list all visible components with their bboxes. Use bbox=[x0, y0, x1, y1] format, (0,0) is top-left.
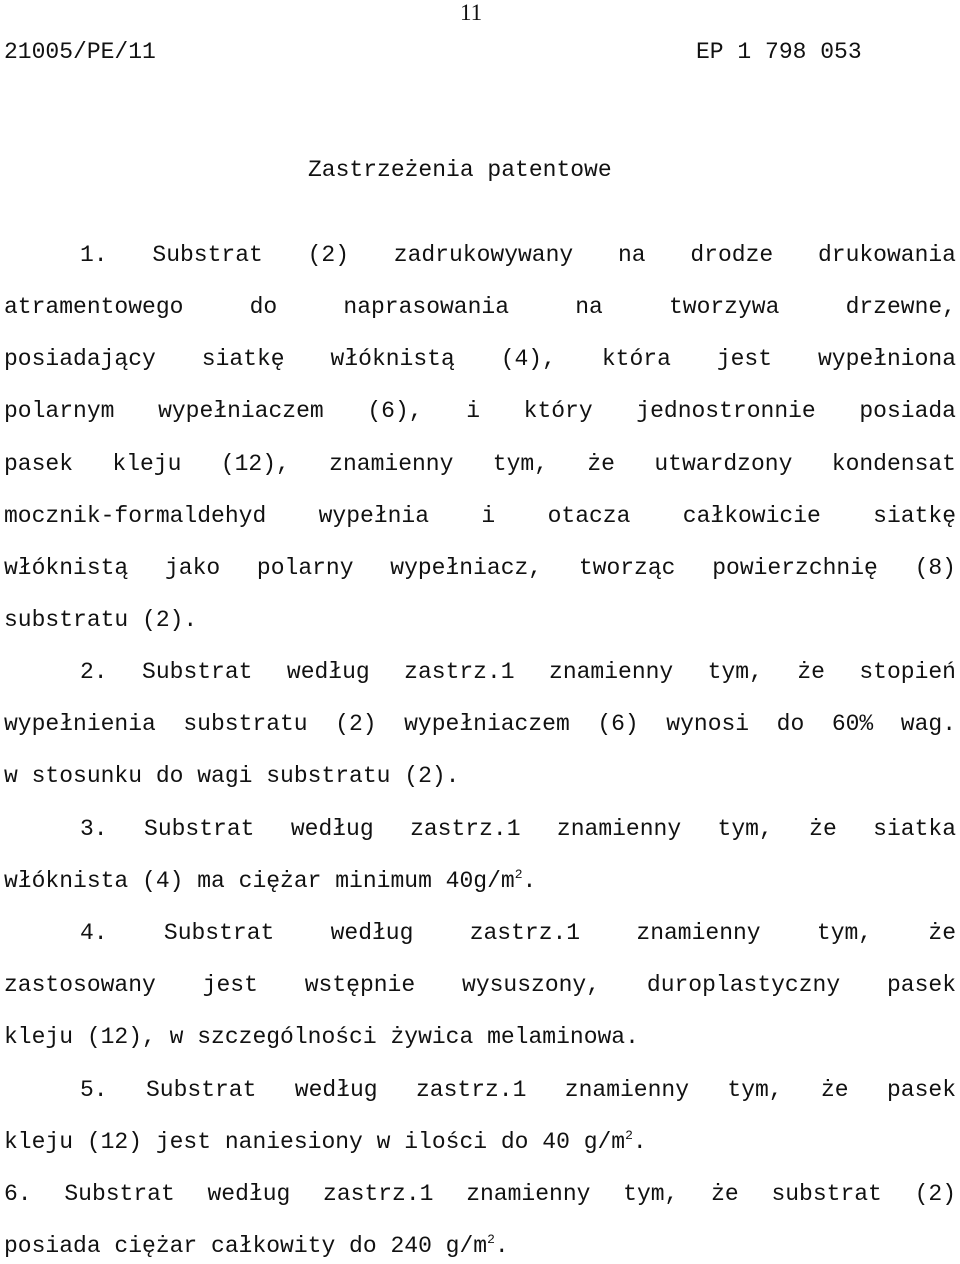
claim-4-line-1: 4. Substrat według zastrz.1 znamienny tym, że bbox=[80, 920, 956, 946]
claim-5-line-1: 5. Substrat według zastrz.1 znamienny tym, że pasek bbox=[80, 1077, 956, 1103]
claim-1-line-2: atramentowego do naprasowania na tworzywa drzewne, bbox=[4, 294, 956, 320]
claim-1-line-4: polarnym wypełniaczem (6), i który jednostronnie posiada bbox=[4, 398, 956, 424]
claims-title: Zastrzeżenia patentowe bbox=[308, 157, 612, 183]
superscript: 2 bbox=[487, 1232, 495, 1247]
claim-3-line-2 bbox=[4, 866, 956, 896]
claim-1-line-1: 1. Substrat (2) zadrukowywany na drodze drukowania bbox=[80, 242, 956, 268]
claim-5-line-2 bbox=[4, 1127, 956, 1157]
claim-4-line-2: zastosowany jest wstępnie wysuszony, duroplastyczny pasek bbox=[4, 972, 956, 998]
claim-3-line-2-text: włóknista (4) ma ciężar minimum 40g/m bbox=[4, 868, 515, 894]
patent-number: EP 1 798 053 bbox=[696, 39, 862, 65]
document-reference: 21005/PE/11 bbox=[4, 39, 156, 65]
claim-2-line-3: w stosunku do wagi substratu (2). bbox=[4, 763, 460, 789]
superscript: 2 bbox=[514, 867, 523, 882]
claim-2-line-1: 2. Substrat według zastrz.1 znamienny tym, że stopień bbox=[80, 659, 956, 685]
claim-5-line-2-text: kleju (12) jest naniesiony w ilości do 40 g/m bbox=[4, 1129, 626, 1155]
claim-1-line-7: włóknistą jako polarny wypełniacz, tworząc powierzchnię (8) bbox=[4, 555, 956, 581]
claim-6-line-2-text: posiada ciężar całkowity do 240 g/m bbox=[4, 1233, 488, 1259]
claim-1-line-8: substratu (2). bbox=[4, 607, 198, 633]
claim-1-line-6: mocznik-formaldehyd wypełnia i otacza całkowicie siatkę bbox=[4, 503, 956, 529]
page-number: 11 bbox=[460, 0, 483, 25]
claim-4-line-3: kleju (12), w szczególności żywica melaminowa. bbox=[4, 1024, 639, 1050]
superscript: 2 bbox=[625, 1128, 633, 1143]
claim-3-line-1: 3. Substrat według zastrz.1 znamienny tym, że siatka bbox=[80, 816, 956, 842]
claim-1-line-3: posiadający siatkę włóknistą (4), która jest wypełniona bbox=[4, 346, 956, 372]
claim-3-line-2-end: . bbox=[522, 868, 537, 894]
claim-1-line-5: pasek kleju (12), znamienny tym, że utwardzony kondensat bbox=[4, 451, 956, 477]
claim-6-line-2-end: . bbox=[494, 1233, 509, 1259]
claim-6-line-2 bbox=[4, 1231, 956, 1261]
claim-6-line-1: 6. Substrat według zastrz.1 znamienny tym, że substrat (2) bbox=[4, 1181, 956, 1207]
claim-2-line-2: wypełnienia substratu (2) wypełniaczem (6) wynosi do 60% wag. bbox=[4, 711, 956, 737]
claim-5-line-2-end: . bbox=[632, 1129, 647, 1155]
